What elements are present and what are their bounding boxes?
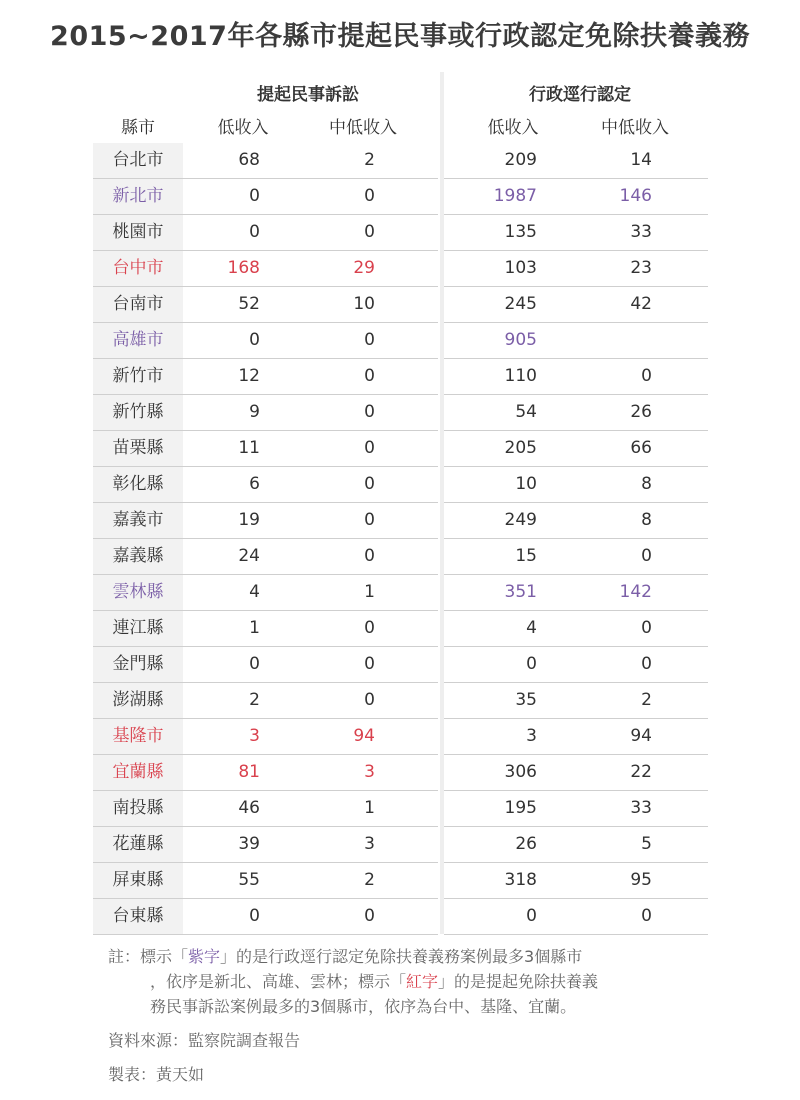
note-text: 」的是行政逕行認定免除扶養義務案例最多3個縣市 <box>220 947 583 966</box>
civil-mid-low-income-value: 0 <box>364 366 375 386</box>
table-row <box>0 287 800 323</box>
civil-mid-low-income-value: 3 <box>364 762 375 782</box>
city-name: 新北市 <box>112 186 164 206</box>
admin-low-income-value: 0 <box>526 906 537 926</box>
civil-mid-low-income-value: 0 <box>364 474 375 494</box>
note-line-2 <box>108 969 718 994</box>
table-row <box>0 467 800 503</box>
maker-note: 製表：黃天如 <box>108 1065 205 1084</box>
civil-mid-low-income-value: 0 <box>364 654 375 674</box>
admin-low-income-value: 10 <box>515 474 537 494</box>
civil-mid-low-income-value: 29 <box>353 258 375 278</box>
row-divider-left <box>93 934 438 935</box>
column-header-admin-low: 低收入 <box>487 118 539 138</box>
civil-mid-low-income-value: 0 <box>364 222 375 242</box>
column-header-civil-midlow: 中低收入 <box>329 118 397 138</box>
civil-mid-low-income-value: 0 <box>364 690 375 710</box>
table-row <box>0 143 800 179</box>
city-name: 澎湖縣 <box>112 690 164 710</box>
admin-mid-low-income-value: 8 <box>641 474 652 494</box>
civil-low-income-value: 19 <box>238 510 260 530</box>
city-name: 嘉義市 <box>112 510 164 530</box>
city-name: 高雄市 <box>112 330 164 350</box>
city-name: 台中市 <box>112 258 164 278</box>
table-row <box>0 647 800 683</box>
civil-low-income-value: 24 <box>238 546 260 566</box>
note-line-1 <box>108 944 718 969</box>
table-row <box>0 791 800 827</box>
city-name: 新竹縣 <box>112 402 164 422</box>
table-row <box>0 755 800 791</box>
admin-mid-low-income-value: 2 <box>641 690 652 710</box>
civil-low-income-value: 52 <box>238 294 260 314</box>
note-text: 註：標示「 <box>108 947 189 966</box>
civil-mid-low-income-value: 0 <box>364 618 375 638</box>
admin-low-income-value: 15 <box>515 546 537 566</box>
admin-mid-low-income-value: 14 <box>630 150 652 170</box>
column-header-city: 縣市 <box>121 118 155 138</box>
civil-mid-low-income-value: 94 <box>353 726 375 746</box>
civil-low-income-value: 81 <box>238 762 260 782</box>
admin-mid-low-income-value: 94 <box>630 726 652 746</box>
data-table <box>0 143 800 935</box>
note-red-word: 紅字 <box>406 972 439 991</box>
city-name: 台北市 <box>112 150 164 170</box>
table-row <box>0 431 800 467</box>
admin-low-income-value: 35 <box>515 690 537 710</box>
admin-mid-low-income-value: 5 <box>641 834 652 854</box>
city-name: 雲林縣 <box>112 582 164 602</box>
admin-mid-low-income-value: 95 <box>630 870 652 890</box>
admin-low-income-value: 0 <box>526 654 537 674</box>
table-row <box>0 359 800 395</box>
column-header-civil-low: 低收入 <box>217 118 269 138</box>
city-name: 宜蘭縣 <box>112 762 164 782</box>
table-row <box>0 899 800 935</box>
admin-mid-low-income-value: 23 <box>630 258 652 278</box>
civil-mid-low-income-value: 0 <box>364 402 375 422</box>
civil-low-income-value: 11 <box>238 438 260 458</box>
table-row <box>0 719 800 755</box>
civil-low-income-value: 2 <box>249 690 260 710</box>
civil-mid-low-income-value: 2 <box>364 150 375 170</box>
civil-low-income-value: 46 <box>238 798 260 818</box>
civil-mid-low-income-value: 0 <box>364 330 375 350</box>
admin-low-income-value: 110 <box>504 366 537 386</box>
civil-mid-low-income-value: 2 <box>364 870 375 890</box>
admin-low-income-value: 905 <box>504 330 537 350</box>
admin-low-income-value: 195 <box>504 798 537 818</box>
table-row <box>0 683 800 719</box>
civil-low-income-value: 9 <box>249 402 260 422</box>
admin-low-income-value: 135 <box>504 222 537 242</box>
table-row <box>0 215 800 251</box>
city-name: 桃園市 <box>112 222 164 242</box>
row-divider-right <box>444 934 708 935</box>
civil-mid-low-income-value: 1 <box>364 798 375 818</box>
city-name: 屏東縣 <box>112 870 164 890</box>
admin-mid-low-income-value: 22 <box>630 762 652 782</box>
source-note: 資料來源：監察院調查報告 <box>108 1031 301 1050</box>
civil-mid-low-income-value: 1 <box>364 582 375 602</box>
table-row <box>0 395 800 431</box>
civil-mid-low-income-value: 0 <box>364 510 375 530</box>
admin-mid-low-income-value: 0 <box>641 546 652 566</box>
civil-mid-low-income-value: 0 <box>364 438 375 458</box>
city-name: 彰化縣 <box>112 474 164 494</box>
city-name: 嘉義縣 <box>112 546 164 566</box>
civil-low-income-value: 0 <box>249 906 260 926</box>
admin-mid-low-income-value: 0 <box>641 654 652 674</box>
note-text: 」的是提起免除扶養義 <box>438 972 599 991</box>
table-row <box>0 863 800 899</box>
admin-low-income-value: 318 <box>504 870 537 890</box>
admin-low-income-value: 4 <box>526 618 537 638</box>
admin-low-income-value: 209 <box>504 150 537 170</box>
admin-low-income-value: 245 <box>504 294 537 314</box>
note-line-3: 務民事訴訟案例最多的3個縣市，依序為台中、基隆、宜蘭。 <box>150 997 577 1016</box>
civil-mid-low-income-value: 0 <box>364 186 375 206</box>
civil-mid-low-income-value: 0 <box>364 546 375 566</box>
admin-mid-low-income-value: 142 <box>619 582 652 602</box>
admin-low-income-value: 26 <box>515 834 537 854</box>
admin-mid-low-income-value: 33 <box>630 222 652 242</box>
group-header-civil: 提起民事訴訟 <box>257 85 359 105</box>
admin-low-income-value: 1987 <box>493 186 537 206</box>
civil-mid-low-income-value: 0 <box>364 906 375 926</box>
admin-mid-low-income-value: 0 <box>641 618 652 638</box>
page-title: 2015~2017年各縣市提起民事或行政認定免除扶養義務 <box>50 21 750 52</box>
admin-low-income-value: 306 <box>504 762 537 782</box>
civil-low-income-value: 0 <box>249 186 260 206</box>
civil-low-income-value: 168 <box>227 258 260 278</box>
table-row <box>0 179 800 215</box>
table-row <box>0 503 800 539</box>
city-name: 台南市 <box>112 294 164 314</box>
admin-low-income-value: 205 <box>504 438 537 458</box>
civil-low-income-value: 12 <box>238 366 260 386</box>
admin-mid-low-income-value: 0 <box>641 366 652 386</box>
city-name: 台東縣 <box>112 906 164 926</box>
table-row <box>0 323 800 359</box>
civil-low-income-value: 68 <box>238 150 260 170</box>
admin-mid-low-income-value: 0 <box>641 906 652 926</box>
civil-low-income-value: 3 <box>249 726 260 746</box>
table-row <box>0 611 800 647</box>
admin-mid-low-income-value: 42 <box>630 294 652 314</box>
admin-mid-low-income-value: 33 <box>630 798 652 818</box>
civil-low-income-value: 6 <box>249 474 260 494</box>
table-row <box>0 539 800 575</box>
note-purple-word: 紫字 <box>188 947 221 966</box>
civil-low-income-value: 39 <box>238 834 260 854</box>
civil-mid-low-income-value: 10 <box>353 294 375 314</box>
admin-mid-low-income-value: 146 <box>619 186 652 206</box>
civil-low-income-value: 0 <box>249 654 260 674</box>
admin-low-income-value: 3 <box>526 726 537 746</box>
civil-low-income-value: 4 <box>249 582 260 602</box>
city-name: 新竹市 <box>112 366 164 386</box>
civil-mid-low-income-value: 3 <box>364 834 375 854</box>
admin-mid-low-income-value: 26 <box>630 402 652 422</box>
city-name: 連江縣 <box>112 618 164 638</box>
admin-mid-low-income-value: 8 <box>641 510 652 530</box>
admin-low-income-value: 103 <box>504 258 537 278</box>
column-header-admin-midlow: 中低收入 <box>601 118 669 138</box>
notes-section <box>108 944 718 1087</box>
civil-low-income-value: 55 <box>238 870 260 890</box>
city-name: 苗栗縣 <box>112 438 164 458</box>
city-name: 金門縣 <box>112 654 164 674</box>
city-name: 南投縣 <box>112 798 164 818</box>
table-row <box>0 827 800 863</box>
admin-mid-low-income-value: 66 <box>630 438 652 458</box>
admin-low-income-value: 249 <box>504 510 537 530</box>
city-name: 花蓮縣 <box>112 834 164 854</box>
note-text: ，依序是新北、高雄、雲林；標示「 <box>150 972 407 991</box>
civil-low-income-value: 0 <box>249 222 260 242</box>
civil-low-income-value: 0 <box>249 330 260 350</box>
admin-low-income-value: 54 <box>515 402 537 422</box>
city-name: 基隆市 <box>112 726 164 746</box>
admin-mid-low-income-value <box>560 323 652 358</box>
civil-low-income-value: 1 <box>249 618 260 638</box>
admin-low-income-value: 351 <box>504 582 537 602</box>
table-row <box>0 575 800 611</box>
group-header-admin: 行政逕行認定 <box>529 85 631 105</box>
table-row <box>0 251 800 287</box>
